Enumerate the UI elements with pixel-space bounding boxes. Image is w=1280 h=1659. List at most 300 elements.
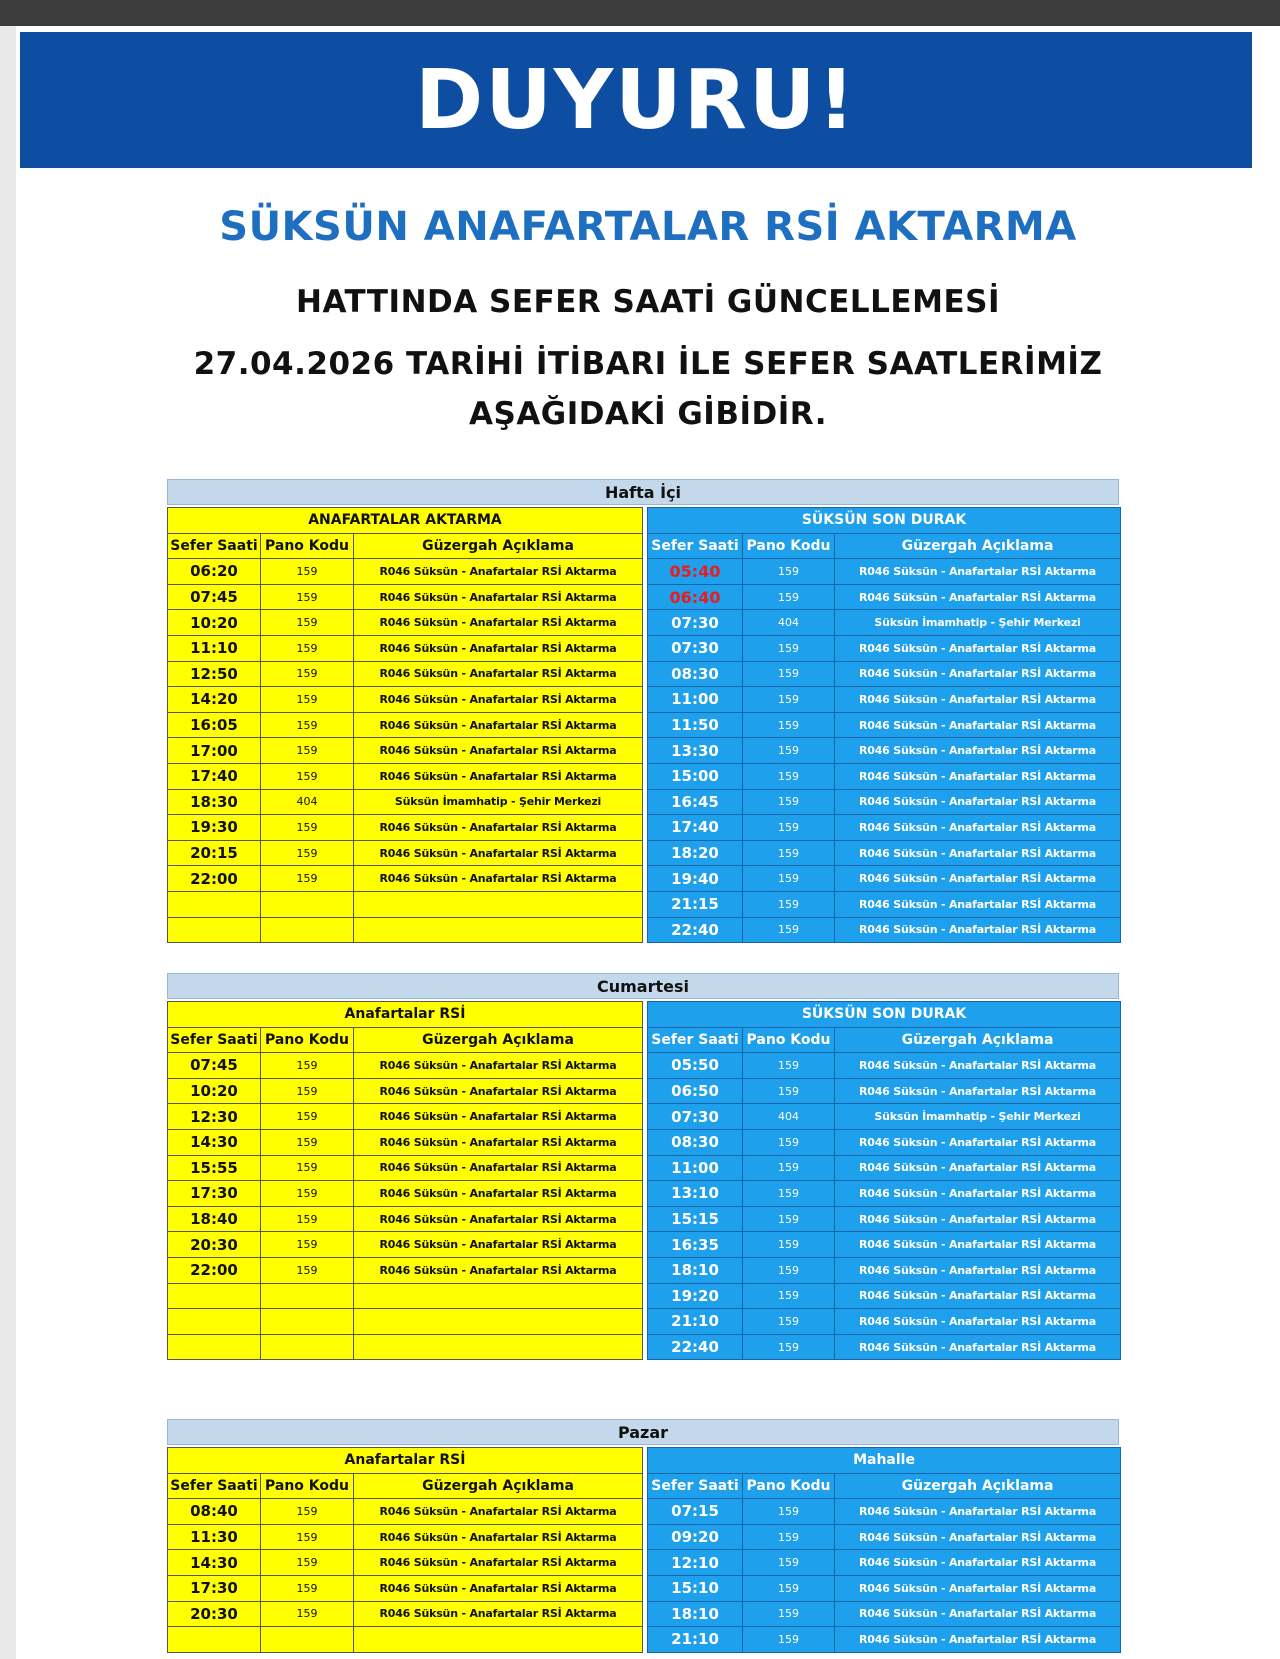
- departure-time: 11:10: [168, 635, 261, 661]
- banner-edge: [1256, 32, 1280, 168]
- table-row: [168, 610, 643, 636]
- route-description: R046 Süksün - Anafartalar RSİ Aktarma: [354, 559, 643, 585]
- table-row: [168, 1283, 643, 1309]
- route-code: [261, 1627, 354, 1653]
- route-description: R046 Süksün - Anafartalar RSİ Aktarma: [354, 1053, 643, 1079]
- route-code: 404: [261, 789, 354, 815]
- announcement-page: [16, 26, 1280, 1659]
- departure-time: [168, 1334, 261, 1360]
- route-code: 159: [743, 1155, 835, 1181]
- route-code: 159: [743, 763, 835, 789]
- table-row: [648, 917, 1121, 943]
- line-effective-date: 27.04.2026 TARİHİ İTİBARI İLE SEFER SAATLERİMİZ: [193, 346, 1103, 382]
- route-code: 159: [261, 1550, 354, 1576]
- route-description: [354, 917, 643, 943]
- route-code: 159: [261, 1129, 354, 1155]
- departure-time: [168, 1283, 261, 1309]
- route-code: 159: [261, 1206, 354, 1232]
- route-description: R046 Süksün - Anafartalar RSİ Aktarma: [835, 712, 1121, 738]
- table-row: [648, 1257, 1121, 1283]
- route-description: R046 Süksün - Anafartalar RSİ Aktarma: [354, 1129, 643, 1155]
- departure-time: 12:10: [648, 1550, 743, 1576]
- table-row: [168, 1129, 643, 1155]
- departure-time: 15:55: [168, 1155, 261, 1181]
- table-row: [168, 1104, 643, 1130]
- route-code: 159: [261, 738, 354, 764]
- route-code: 159: [261, 866, 354, 892]
- route-description: Süksün İmamhatip - Şehir Merkezi: [835, 1104, 1121, 1130]
- route-code: 159: [743, 712, 835, 738]
- route-description: R046 Süksün - Anafartalar RSİ Aktarma: [835, 1524, 1121, 1550]
- departure-time: 10:20: [168, 610, 261, 636]
- departure-time: 08:30: [648, 661, 743, 687]
- route-description: R046 Süksün - Anafartalar RSİ Aktarma: [835, 1053, 1121, 1079]
- route-description: R046 Süksün - Anafartalar RSİ Aktarma: [354, 1524, 643, 1550]
- route-code: 159: [743, 840, 835, 866]
- right-group-title: Mahalle: [648, 1448, 1121, 1474]
- left-group-title: Anafartalar RSİ: [168, 1002, 643, 1028]
- route-code: 159: [743, 789, 835, 815]
- schedule-weekday: [167, 479, 1135, 943]
- table-row: [168, 1181, 643, 1207]
- col-header-route: Güzergah Açıklama: [835, 1473, 1121, 1499]
- table-row: [168, 1524, 643, 1550]
- route-code: 404: [743, 610, 835, 636]
- departure-time: 08:30: [648, 1129, 743, 1155]
- left-table: [167, 507, 643, 943]
- departure-time: 15:15: [648, 1206, 743, 1232]
- departure-time: 15:00: [648, 763, 743, 789]
- table-row: [168, 815, 643, 841]
- departure-time: 19:20: [648, 1283, 743, 1309]
- table-row: [648, 1601, 1121, 1627]
- col-header-code: Pano Kodu: [261, 533, 354, 559]
- route-code: [261, 1283, 354, 1309]
- window-frame-top: [0, 0, 1280, 26]
- route-description: Süksün İmamhatip - Şehir Merkezi: [835, 610, 1121, 636]
- route-description: R046 Süksün - Anafartalar RSİ Aktarma: [354, 610, 643, 636]
- departure-time: 18:30: [168, 789, 261, 815]
- route-description: R046 Süksün - Anafartalar RSİ Aktarma: [835, 1499, 1121, 1525]
- departure-time: 15:10: [648, 1575, 743, 1601]
- route-description: R046 Süksün - Anafartalar RSİ Aktarma: [835, 763, 1121, 789]
- table-row: [648, 1155, 1121, 1181]
- route-code: 159: [261, 840, 354, 866]
- table-row: [648, 1206, 1121, 1232]
- departure-time: 21:15: [648, 891, 743, 917]
- col-header-code: Pano Kodu: [261, 1473, 354, 1499]
- route-description: R046 Süksün - Anafartalar RSİ Aktarma: [354, 661, 643, 687]
- route-description: R046 Süksün - Anafartalar RSİ Aktarma: [354, 815, 643, 841]
- route-description: R046 Süksün - Anafartalar RSİ Aktarma: [835, 559, 1121, 585]
- route-code: 159: [743, 738, 835, 764]
- route-description: R046 Süksün - Anafartalar RSİ Aktarma: [835, 1232, 1121, 1258]
- departure-time: 13:30: [648, 738, 743, 764]
- route-code: 159: [261, 1575, 354, 1601]
- departure-time: 05:40: [648, 559, 743, 585]
- route-code: 159: [743, 1334, 835, 1360]
- route-description: R046 Süksün - Anafartalar RSİ Aktarma: [835, 840, 1121, 866]
- departure-time: 08:40: [168, 1499, 261, 1525]
- route-description: R046 Süksün - Anafartalar RSİ Aktarma: [354, 1181, 643, 1207]
- table-row: [648, 1309, 1121, 1335]
- route-description: R046 Süksün - Anafartalar RSİ Aktarma: [354, 738, 643, 764]
- departure-time: [168, 1309, 261, 1335]
- departure-time: 06:40: [648, 584, 743, 610]
- schedule-saturday: [167, 973, 1135, 1360]
- col-header-time: Sefer Saati: [168, 1027, 261, 1053]
- route-code: 159: [743, 584, 835, 610]
- route-description: [354, 1283, 643, 1309]
- window-side-strip: [0, 26, 16, 1659]
- route-description: R046 Süksün - Anafartalar RSİ Aktarma: [354, 687, 643, 713]
- col-header-route: Güzergah Açıklama: [354, 533, 643, 559]
- route-description: R046 Süksün - Anafartalar RSİ Aktarma: [835, 1206, 1121, 1232]
- departure-time: 21:10: [648, 1627, 743, 1653]
- table-row: [648, 661, 1121, 687]
- table-row: [648, 1129, 1121, 1155]
- route-description: R046 Süksün - Anafartalar RSİ Aktarma: [835, 661, 1121, 687]
- route-code: 159: [743, 866, 835, 892]
- table-row: [648, 1499, 1121, 1525]
- table-row: [648, 866, 1121, 892]
- route-description: R046 Süksün - Anafartalar RSİ Aktarma: [835, 866, 1121, 892]
- departure-time: 09:20: [648, 1524, 743, 1550]
- table-row: [168, 763, 643, 789]
- route-description: R046 Süksün - Anafartalar RSİ Aktarma: [354, 1104, 643, 1130]
- route-description: R046 Süksün - Anafartalar RSİ Aktarma: [835, 1334, 1121, 1360]
- route-description: R046 Süksün - Anafartalar RSİ Aktarma: [835, 789, 1121, 815]
- route-code: 159: [261, 584, 354, 610]
- table-row: [168, 1499, 643, 1525]
- route-description: R046 Süksün - Anafartalar RSİ Aktarma: [354, 840, 643, 866]
- departure-time: 19:40: [648, 866, 743, 892]
- table-row: [168, 584, 643, 610]
- departure-time: 12:50: [168, 661, 261, 687]
- col-header-time: Sefer Saati: [648, 1473, 743, 1499]
- route-description: R046 Süksün - Anafartalar RSİ Aktarma: [835, 1155, 1121, 1181]
- day-title: Cumartesi: [167, 973, 1119, 999]
- route-code: 159: [261, 635, 354, 661]
- table-row: [648, 1053, 1121, 1079]
- col-header-route: Güzergah Açıklama: [835, 1027, 1121, 1053]
- table-row: [648, 1232, 1121, 1258]
- route-description: R046 Süksün - Anafartalar RSİ Aktarma: [835, 635, 1121, 661]
- route-description: [354, 1309, 643, 1335]
- departure-time: 17:00: [168, 738, 261, 764]
- col-header-route: Güzergah Açıklama: [835, 533, 1121, 559]
- route-description: R046 Süksün - Anafartalar RSİ Aktarma: [835, 1181, 1121, 1207]
- table-row: [648, 1524, 1121, 1550]
- route-code: 159: [261, 1257, 354, 1283]
- col-header-code: Pano Kodu: [743, 533, 835, 559]
- left-table: [167, 1447, 643, 1653]
- route-code: 159: [743, 815, 835, 841]
- table-row: [648, 1627, 1121, 1653]
- col-header-time: Sefer Saati: [168, 1473, 261, 1499]
- route-code: 159: [743, 1053, 835, 1079]
- day-title: Hafta İçi: [167, 479, 1119, 505]
- route-code: 159: [743, 1078, 835, 1104]
- departure-time: 17:40: [648, 815, 743, 841]
- table-row: [648, 840, 1121, 866]
- route-code: 159: [743, 1524, 835, 1550]
- route-description: R046 Süksün - Anafartalar RSİ Aktarma: [835, 1627, 1121, 1653]
- table-row: [648, 610, 1121, 636]
- departure-time: [168, 891, 261, 917]
- line-title: SÜKSÜN ANAFARTALAR RSİ AKTARMA: [219, 204, 1077, 250]
- route-description: R046 Süksün - Anafartalar RSİ Aktarma: [354, 712, 643, 738]
- route-code: 159: [743, 1181, 835, 1207]
- table-row: [648, 738, 1121, 764]
- table-row: [168, 635, 643, 661]
- departure-time: 17:30: [168, 1181, 261, 1207]
- departure-time: 06:50: [648, 1078, 743, 1104]
- departure-time: 18:10: [648, 1601, 743, 1627]
- table-row: [168, 1053, 643, 1079]
- departure-time: 20:30: [168, 1232, 261, 1258]
- departure-time: 14:30: [168, 1129, 261, 1155]
- departure-time: 11:50: [648, 712, 743, 738]
- route-description: R046 Süksün - Anafartalar RSİ Aktarma: [354, 584, 643, 610]
- table-row: [168, 1232, 643, 1258]
- route-description: R046 Süksün - Anafartalar RSİ Aktarma: [835, 1575, 1121, 1601]
- table-row: [168, 840, 643, 866]
- route-description: R046 Süksün - Anafartalar RSİ Aktarma: [835, 1309, 1121, 1335]
- route-code: 159: [261, 815, 354, 841]
- table-row: [168, 1627, 643, 1653]
- route-description: Süksün İmamhatip - Şehir Merkezi: [354, 789, 643, 815]
- left-group-title: Anafartalar RSİ: [168, 1448, 643, 1474]
- departure-time: 16:35: [648, 1232, 743, 1258]
- route-code: 159: [743, 635, 835, 661]
- route-description: R046 Süksün - Anafartalar RSİ Aktarma: [835, 1129, 1121, 1155]
- table-row: [168, 891, 643, 917]
- departure-time: 22:00: [168, 1257, 261, 1283]
- departure-time: 06:20: [168, 559, 261, 585]
- route-code: 159: [743, 917, 835, 943]
- route-description: R046 Süksün - Anafartalar RSİ Aktarma: [835, 687, 1121, 713]
- departure-time: 14:20: [168, 687, 261, 713]
- departure-time: 22:40: [648, 917, 743, 943]
- table-row: [168, 712, 643, 738]
- departure-time: 20:30: [168, 1601, 261, 1627]
- table-row: [168, 1309, 643, 1335]
- day-title: Pazar: [167, 1419, 1119, 1445]
- left-table: [167, 1001, 643, 1360]
- col-header-route: Güzergah Açıklama: [354, 1473, 643, 1499]
- route-code: 159: [743, 1257, 835, 1283]
- departure-time: 07:45: [168, 584, 261, 610]
- route-code: 159: [743, 1627, 835, 1653]
- route-description: R046 Süksün - Anafartalar RSİ Aktarma: [354, 1206, 643, 1232]
- route-description: R046 Süksün - Anafartalar RSİ Aktarma: [354, 1257, 643, 1283]
- route-code: 159: [743, 687, 835, 713]
- route-code: 404: [743, 1104, 835, 1130]
- route-code: 159: [743, 661, 835, 687]
- right-table: [647, 1001, 1121, 1360]
- route-description: R046 Süksün - Anafartalar RSİ Aktarma: [835, 1257, 1121, 1283]
- right-table: [647, 1447, 1121, 1653]
- route-code: 159: [261, 1155, 354, 1181]
- departure-time: [168, 1627, 261, 1653]
- route-code: 159: [743, 1499, 835, 1525]
- route-description: R046 Süksün - Anafartalar RSİ Aktarma: [835, 1078, 1121, 1104]
- departure-time: 18:40: [168, 1206, 261, 1232]
- route-code: 159: [261, 661, 354, 687]
- route-code: 159: [261, 1232, 354, 1258]
- route-description: R046 Süksün - Anafartalar RSİ Aktarma: [354, 763, 643, 789]
- route-code: [261, 1309, 354, 1335]
- route-code: 159: [743, 1232, 835, 1258]
- route-description: R046 Süksün - Anafartalar RSİ Aktarma: [835, 815, 1121, 841]
- departure-time: 17:40: [168, 763, 261, 789]
- route-code: 159: [261, 763, 354, 789]
- route-code: 159: [743, 1129, 835, 1155]
- route-code: 159: [261, 1524, 354, 1550]
- route-description: R046 Süksün - Anafartalar RSİ Aktarma: [354, 1550, 643, 1576]
- table-row: [168, 1334, 643, 1360]
- departure-time: 17:30: [168, 1575, 261, 1601]
- table-row: [648, 1078, 1121, 1104]
- route-code: 159: [743, 1283, 835, 1309]
- table-row: [168, 866, 643, 892]
- table-row: [648, 1181, 1121, 1207]
- table-row: [168, 1206, 643, 1232]
- tables-wrap: [167, 507, 1135, 943]
- route-code: 159: [261, 559, 354, 585]
- table-row: [648, 1575, 1121, 1601]
- route-description: R046 Süksün - Anafartalar RSİ Aktarma: [835, 1601, 1121, 1627]
- table-row: [648, 815, 1121, 841]
- right-group-title: SÜKSÜN SON DURAK: [648, 1002, 1121, 1028]
- departure-time: 18:10: [648, 1257, 743, 1283]
- route-code: 159: [743, 1575, 835, 1601]
- route-description: R046 Süksün - Anafartalar RSİ Aktarma: [835, 1283, 1121, 1309]
- route-description: R046 Süksün - Anafartalar RSİ Aktarma: [835, 917, 1121, 943]
- departure-time: 07:30: [648, 1104, 743, 1130]
- table-row: [648, 1550, 1121, 1576]
- tables-wrap: [167, 1001, 1135, 1360]
- table-row: [168, 1078, 643, 1104]
- route-code: [261, 891, 354, 917]
- col-header-code: Pano Kodu: [743, 1027, 835, 1053]
- route-description: [354, 1334, 643, 1360]
- line-subtitle: HATTINDA SEFER SAATİ GÜNCELLEMESİ: [296, 284, 1000, 320]
- schedule-sunday: [167, 1419, 1135, 1653]
- table-row: [648, 687, 1121, 713]
- col-header-time: Sefer Saati: [648, 1027, 743, 1053]
- table-row: [648, 1104, 1121, 1130]
- route-code: [261, 917, 354, 943]
- route-code: 159: [743, 891, 835, 917]
- departure-time: [168, 917, 261, 943]
- table-row: [168, 1601, 643, 1627]
- col-header-code: Pano Kodu: [743, 1473, 835, 1499]
- route-description: R046 Süksün - Anafartalar RSİ Aktarma: [354, 1232, 643, 1258]
- right-table: [647, 507, 1121, 943]
- departure-time: 11:00: [648, 687, 743, 713]
- route-code: 159: [261, 1078, 354, 1104]
- announcement-banner: DUYURU!: [20, 32, 1252, 168]
- col-header-code: Pano Kodu: [261, 1027, 354, 1053]
- route-description: R046 Süksün - Anafartalar RSİ Aktarma: [835, 738, 1121, 764]
- tables-wrap: [167, 1447, 1135, 1653]
- departure-time: 11:00: [648, 1155, 743, 1181]
- table-row: [648, 763, 1121, 789]
- route-code: 159: [743, 559, 835, 585]
- route-code: 159: [261, 1104, 354, 1130]
- table-row: [648, 789, 1121, 815]
- table-row: [648, 1334, 1121, 1360]
- departure-time: 13:10: [648, 1181, 743, 1207]
- col-header-route: Güzergah Açıklama: [354, 1027, 643, 1053]
- col-header-time: Sefer Saati: [648, 533, 743, 559]
- departure-time: 07:15: [648, 1499, 743, 1525]
- table-row: [168, 1550, 643, 1576]
- route-description: R046 Süksün - Anafartalar RSİ Aktarma: [354, 1575, 643, 1601]
- route-code: [261, 1334, 354, 1360]
- table-row: [168, 789, 643, 815]
- table-row: [168, 1257, 643, 1283]
- departure-time: 18:20: [648, 840, 743, 866]
- table-row: [648, 891, 1121, 917]
- departure-time: 05:50: [648, 1053, 743, 1079]
- table-row: [648, 1283, 1121, 1309]
- table-row: [168, 559, 643, 585]
- departure-time: 22:00: [168, 866, 261, 892]
- table-row: [648, 635, 1121, 661]
- route-code: 159: [261, 1181, 354, 1207]
- route-description: R046 Süksün - Anafartalar RSİ Aktarma: [354, 635, 643, 661]
- table-row: [648, 712, 1121, 738]
- route-code: 159: [261, 687, 354, 713]
- route-code: 159: [743, 1206, 835, 1232]
- table-row: [168, 1575, 643, 1601]
- route-description: R046 Süksün - Anafartalar RSİ Aktarma: [354, 1155, 643, 1181]
- left-group-title: ANAFARTALAR AKTARMA: [168, 508, 643, 534]
- route-description: [354, 1627, 643, 1653]
- table-row: [648, 584, 1121, 610]
- departure-time: 16:05: [168, 712, 261, 738]
- departure-time: 11:30: [168, 1524, 261, 1550]
- table-row: [168, 687, 643, 713]
- route-description: R046 Süksün - Anafartalar RSİ Aktarma: [835, 584, 1121, 610]
- route-description: R046 Süksün - Anafartalar RSİ Aktarma: [835, 1550, 1121, 1576]
- departure-time: 12:30: [168, 1104, 261, 1130]
- departure-time: 16:45: [648, 789, 743, 815]
- departure-time: 07:30: [648, 635, 743, 661]
- departure-time: 07:45: [168, 1053, 261, 1079]
- route-description: R046 Süksün - Anafartalar RSİ Aktarma: [835, 891, 1121, 917]
- route-code: 159: [261, 712, 354, 738]
- route-description: R046 Süksün - Anafartalar RSİ Aktarma: [354, 1601, 643, 1627]
- departure-time: 10:20: [168, 1078, 261, 1104]
- table-row: [168, 738, 643, 764]
- right-group-title: SÜKSÜN SON DURAK: [648, 508, 1121, 534]
- route-code: 159: [743, 1309, 835, 1335]
- route-description: R046 Süksün - Anafartalar RSİ Aktarma: [354, 1499, 643, 1525]
- departure-time: 14:30: [168, 1550, 261, 1576]
- table-row: [168, 1155, 643, 1181]
- table-row: [168, 661, 643, 687]
- table-row: [648, 559, 1121, 585]
- route-code: 159: [743, 1550, 835, 1576]
- route-description: [354, 891, 643, 917]
- route-code: 159: [261, 1499, 354, 1525]
- route-code: 159: [743, 1601, 835, 1627]
- line-footer: AŞAĞIDAKİ GİBİDİR.: [469, 396, 827, 432]
